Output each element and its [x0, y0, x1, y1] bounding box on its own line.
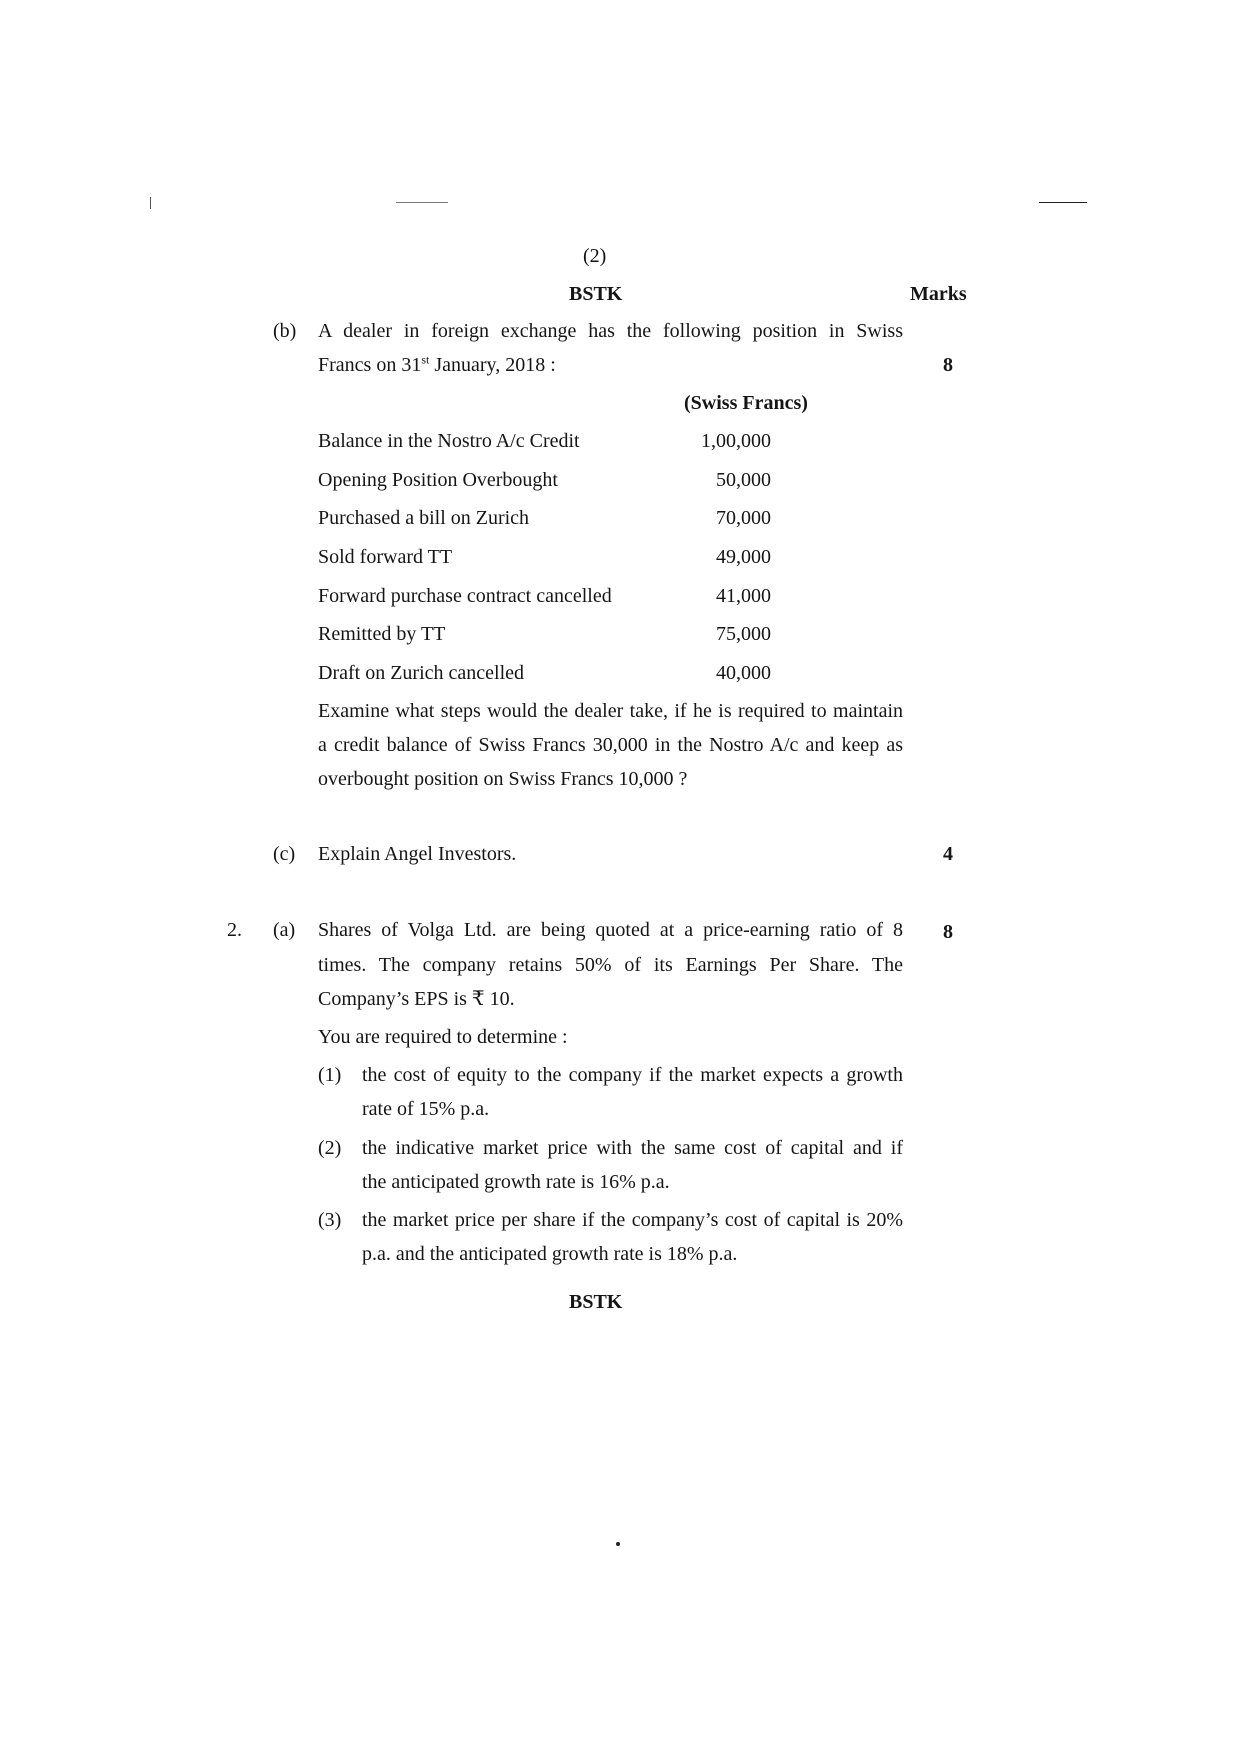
table-row-label: Sold forward TT: [318, 546, 453, 568]
q1b-text-line1: A dealer in foreign exchange has the following position in Swiss: [318, 320, 903, 342]
table-row-label: Balance in the Nostro A/c Credit: [318, 430, 580, 452]
q2a-item-line1: the cost of equity to the company if the market expects a growth: [362, 1064, 903, 1086]
q2-number: 2.: [227, 919, 242, 941]
q2a-item-line2: p.a. and the anticipated growth rate is 18% p.a.: [362, 1243, 738, 1265]
left-edge-tick: [150, 197, 151, 209]
q2a-item-number: (1): [318, 1064, 342, 1086]
q2a-item-line1: the market price per share if the company’s cost of capital is 20%: [362, 1209, 903, 1231]
table-row-value: 70,000: [716, 507, 771, 529]
marks-header: Marks: [910, 283, 967, 305]
top-right-rule: [1039, 202, 1087, 203]
table-row-label: Opening Position Overbought: [318, 469, 558, 491]
table-row-value: 49,000: [716, 546, 771, 568]
q2a-item-line1: the indicative market price with the same cost of capital and if: [362, 1137, 903, 1159]
top-left-dash: [396, 202, 448, 203]
q1b-date-pre: Francs on 31: [318, 354, 422, 376]
paper-code-top: BSTK: [569, 283, 623, 305]
column-header-swiss-francs: (Swiss Francs): [684, 392, 808, 414]
q2a-item-line2: the anticipated growth rate is 16% p.a.: [362, 1171, 670, 1193]
page-number: (2): [583, 245, 607, 267]
q1b-text-line2: [318, 353, 556, 377]
paper-code-bottom: BSTK: [569, 1291, 623, 1313]
table-row-value: 1,00,000: [701, 430, 771, 452]
scan-dot: [616, 1542, 620, 1546]
q1c-marks: 4: [943, 843, 953, 865]
table-row-label: Purchased a bill on Zurich: [318, 507, 530, 529]
q2a-item-number: (3): [318, 1209, 342, 1231]
table-row-value: 41,000: [716, 585, 771, 607]
q1b-date-sup: st: [421, 352, 430, 367]
table-row-value: 40,000: [716, 662, 771, 684]
q1b-examine-line3: overbought position on Swiss Francs 10,000 ?: [318, 768, 688, 790]
table-row-label: Remitted by TT: [318, 623, 446, 645]
q2a-label: (a): [273, 919, 296, 941]
q1b-date-post: January, 2018 :: [429, 354, 556, 376]
q2a-marks: 8: [943, 921, 953, 943]
q2a-item-line2: rate of 15% p.a.: [362, 1098, 490, 1120]
q1c-label: (c): [273, 843, 296, 865]
q2a-item-number: (2): [318, 1137, 342, 1159]
table-row-value: 50,000: [716, 469, 771, 491]
table-row-label: Forward purchase contract cancelled: [318, 585, 612, 607]
q1b-marks: 8: [943, 354, 953, 376]
q2a-line3: Company’s EPS is ₹ 10.: [318, 988, 515, 1010]
table-row-label: Draft on Zurich cancelled: [318, 662, 525, 684]
q2a-line1: Shares of Volga Ltd. are being quoted at a price-earning ratio of 8: [318, 919, 903, 941]
q1c-text: Explain Angel Investors.: [318, 843, 517, 865]
table-row-value: 75,000: [716, 623, 771, 645]
q2a-line2: times. The company retains 50% of its Earnings Per Share. The: [318, 954, 903, 976]
q1b-examine-line1: Examine what steps would the dealer take, if he is required to maintain: [318, 700, 903, 722]
q1b-label: (b): [273, 320, 297, 342]
q2a-prompt: You are required to determine :: [318, 1026, 568, 1048]
q1b-examine-line2: a credit balance of Swiss Francs 30,000 in the Nostro A/c and keep as: [318, 734, 903, 756]
